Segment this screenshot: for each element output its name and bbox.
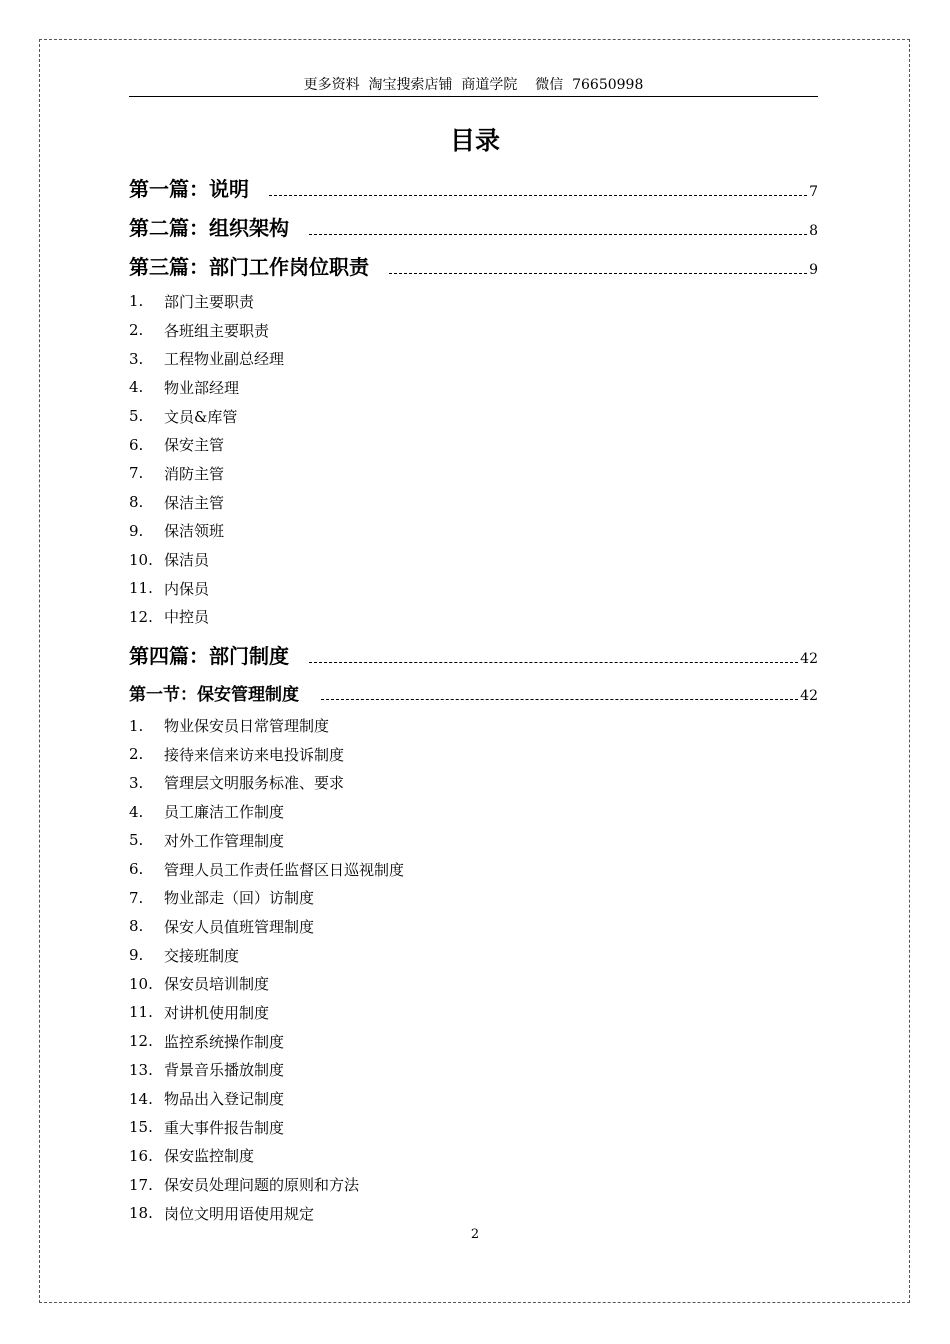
toc-section-1[interactable] — [129, 670, 818, 707]
list-item[interactable]: 4. 员工廉洁工作制度 — [129, 802, 285, 822]
list-item[interactable]: 1. 物业保安员日常管理制度 — [129, 716, 330, 736]
toc-page-number: 42 — [800, 688, 818, 705]
toc-chapter-3[interactable] — [129, 242, 818, 281]
toc-page-number: 42 — [800, 651, 818, 668]
table-of-contents — [129, 164, 818, 1228]
toc-page-number: 8 — [809, 223, 818, 239]
list-item[interactable]: 6. 管理人员工作责任监督区日巡视制度 — [129, 860, 405, 879]
toc-section-label: 第一节：保安管理制度 — [129, 685, 299, 706]
list-item[interactable]: 4. 物业部经理 — [129, 378, 240, 397]
list-item[interactable]: 7. 物业部走（回）访制度 — [129, 888, 315, 908]
list-item[interactable]: 9. 保洁领班 — [129, 521, 225, 541]
list-item[interactable]: 8. 保安人员值班管理制度 — [129, 917, 315, 936]
list-item[interactable]: 10. 保安员培训制度 — [129, 974, 270, 994]
toc-chapter-label: 第四篇：部门制度 — [129, 644, 289, 669]
list-item[interactable]: 5. 对外工作管理制度 — [129, 831, 285, 850]
list-item[interactable]: 7. 消防主管 — [129, 464, 225, 483]
list-item[interactable]: 3. 管理层文明服务标准、要求 — [129, 773, 345, 793]
list-item[interactable]: 12. 监控系统操作制度 — [129, 1032, 285, 1051]
list-item[interactable]: 18. 岗位文明用语使用规定 — [129, 1204, 315, 1223]
list-item[interactable]: 6. 保安主管 — [129, 435, 225, 455]
toc-leader-dots — [309, 234, 807, 235]
toc-leader-dots — [269, 195, 807, 196]
list-item[interactable]: 2. 各班组主要职责 — [129, 321, 270, 340]
toc-chapter-2[interactable] — [129, 203, 818, 242]
toc-page-number: 9 — [809, 262, 818, 278]
page-header: 更多资料 淘宝搜索店铺 商道学院 微信 76650998 — [129, 74, 818, 97]
page-number: 2 — [470, 1227, 480, 1242]
list-item[interactable]: 2. 接待来信来访来电投诉制度 — [129, 745, 345, 764]
section-1-item-list — [129, 711, 818, 1227]
chapter-3-item-list — [129, 287, 818, 631]
toc-chapter-4[interactable] — [129, 631, 818, 670]
toc-chapter-label: 第二篇：组织架构 — [129, 216, 289, 240]
toc-chapter-label: 第三篇：部门工作岗位职责 — [129, 255, 369, 279]
list-item[interactable]: 11. 内保员 — [129, 579, 210, 598]
toc-chapter-1[interactable] — [129, 164, 818, 203]
list-item[interactable]: 10. 保洁员 — [129, 550, 210, 570]
list-item[interactable]: 16. 保安监控制度 — [129, 1146, 255, 1166]
list-item[interactable]: 14. 物品出入登记制度 — [129, 1089, 285, 1109]
list-item[interactable]: 3. 工程物业副总经理 — [129, 349, 285, 369]
list-item[interactable]: 13. 背景音乐播放制度 — [129, 1060, 285, 1080]
toc-leader-dots — [309, 662, 798, 663]
list-item[interactable]: 5. 文员&库管 — [129, 407, 238, 426]
toc-page-number: 7 — [809, 184, 818, 200]
toc-title: 目录 — [449, 126, 500, 155]
list-item[interactable]: 12. 中控员 — [129, 607, 210, 627]
toc-leader-dots — [321, 699, 798, 700]
list-item[interactable]: 8. 保洁主管 — [129, 493, 225, 512]
list-item[interactable]: 9. 交接班制度 — [129, 946, 240, 965]
list-item[interactable]: 15. 重大事件报告制度 — [129, 1118, 285, 1137]
list-item[interactable]: 1. 部门主要职责 — [129, 292, 255, 311]
toc-chapter-label: 第一篇：说明 — [129, 177, 249, 201]
list-item[interactable]: 17. 保安员处理问题的原则和方法 — [129, 1175, 360, 1195]
list-item[interactable]: 11. 对讲机使用制度 — [129, 1003, 270, 1022]
toc-leader-dots — [389, 273, 807, 274]
